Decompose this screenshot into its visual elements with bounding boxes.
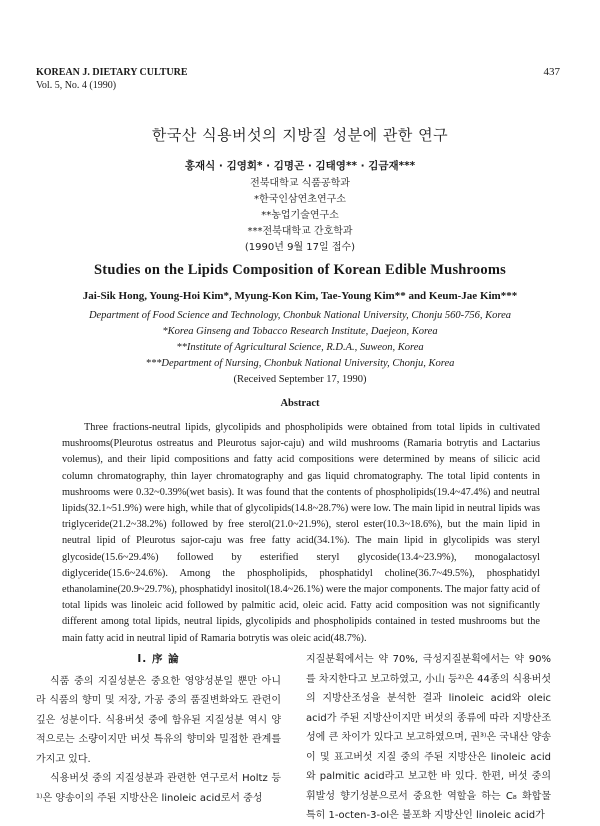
abstract-body: [62, 420, 540, 647]
korean-received-date: (1990년 9월 17일 접수): [244, 242, 356, 253]
korean-affiliation: **농업기술연구소: [261, 210, 339, 221]
english-affiliation: ***Department of Nursing, Chonbuk National University, Chonju, Korea: [145, 358, 455, 369]
abstract-heading: Abstract: [280, 398, 320, 409]
english-affiliation: Department of Food Science and Technology, Chonbuk National University, Chonju 560-756, Korea: [88, 310, 512, 321]
korean-affiliation: *한국인삼연초연구소: [254, 194, 346, 205]
abstract-text: Three fractions-neutral lipids, glycolipids and phospholipids were obtained from total lipids in cultivated mushrooms(Pleurotus ostreatus and Pleurotus sajor-caju) and wild mushrooms (Ramaria botrytis and Lactarius volemus), and their lipid compositions and fatty acid compositions were determined by means of silicic acid column chromatography, thin layer chromatography and gas liquid chromatography. The total lipid contents in mushrooms were 0.32~0.39%(wet basis). It was found that the contents of phospholipids(19.4~47.4%) and neutral lipids(32.1~51.9%) were high, while that of glycolipids(14.8~28.7%) were low. The main lipid in neutral lipids was triglyceride(21.2~38.2%) followed by free sterol(21.0~21.9%), sterol ester(10.3~18.6%), but the main lipid in neutral lipid of Pleurotus sajor-caju was free fatty acid(34.1%). The main lipid in glycolipids was steryl glycoside(15.6~29.4%) followed by esterified steryl glycoside(13.4~23.9%), monogalactosyl diglyceride(15.6~24.6%). Among the phospholipids, phosphatidyl choline(36.7~49.5%), phosphatidyl ethanolamine(20.9~29.7%), phosphatidyl inositol(18.4~26.1%) were the major components. The major fatty acid of total lipids was linoleic acid followed by palmitic acid, oleic acid. Fatty acid composition was not significantly different among total lipids, neutral lipids, glycolipids and phospholipids contained in tested mushrooms but the main fatty acid in neutral lipid of Ramaria botrytis was oleic acid(48.7%).: [62, 422, 540, 644]
english-received-date: (Received September 17, 1990): [233, 374, 367, 385]
section-heading: I. 序 論: [137, 653, 180, 665]
page-number: 437: [543, 66, 560, 78]
korean-affiliation: ***전북대학교 간호학과: [247, 226, 353, 237]
body-column-left: [36, 650, 281, 808]
journal-name: KOREAN J. DIETARY CULTURE: [36, 67, 188, 78]
body-paragraph: 식품 중의 지질성분은 중요한 영양성분일 뿐만 아니라 식품의 향미 및 저장, 가공 중의 품질변화와도 관련이 깊은 성분이다. 식용버섯 중에 함유된 지질성분 역시 양적으로는 소량이지만 버섯 특유의 향미와 밀접한 관계를 가지고 있다.: [36, 675, 281, 765]
english-affiliation: *Korea Ginseng and Tobacco Research Institute, Daejeon, Korea: [162, 326, 438, 337]
body-paragraph: 지질분획에서는 약 70%, 극성지질분획에서는 약 90%를 차지한다고 보고하였고, 小山 등²⁾은 44종의 식용버섯의 지방산조성을 분석한 결과 linoleic acid와 oleic acid가 주된 지방산이지만 버섯의 종류에 따라 지방산조성에 큰 차이가 있다고 보고하였으며, 권³⁾은 국내산 양송이 및 표고버섯 지질 중의 주된 지방산은 linoleic acid와 palmitic acid라고 보고한 바 있다. 한편, 버섯 중의 휘발성 향기성분으로서 중요한 역할을 하는 C₈ 화합물 특히 1-octen-3-ol은 불포화 지방산인 linoleic acid가: [306, 654, 551, 821]
body-paragraph: 식용버섯 중의 지질성분과 관련한 연구로서 Holtz 등¹⁾은 양송이의 주된 지방산은 linoleic acid로서 중성: [36, 773, 281, 804]
korean-affiliation: 전북대학교 식품공학과: [250, 178, 350, 189]
journal-volume: Vol. 5, No. 4 (1990): [36, 80, 117, 91]
korean-authors: 홍재식 · 김영회* · 김명곤 · 김태영** · 김금재***: [184, 160, 416, 172]
english-title: Studies on the Lipids Composition of Korean Edible Mushrooms: [94, 262, 506, 278]
korean-affiliations: [0, 176, 600, 256]
korean-title: 한국산 식용버섯의 지방질 성분에 관한 연구: [151, 126, 449, 144]
english-affiliation: **Institute of Agricultural Science, R.D.A., Suweon, Korea: [176, 342, 424, 353]
journal-header: [36, 66, 188, 92]
body-column-right: [306, 650, 551, 826]
english-affiliations: [0, 308, 600, 388]
english-authors: Jai-Sik Hong, Young-Hoi Kim*, Myung-Kon Kim, Tae-Young Kim** and Keum-Jae Kim***: [82, 290, 518, 302]
